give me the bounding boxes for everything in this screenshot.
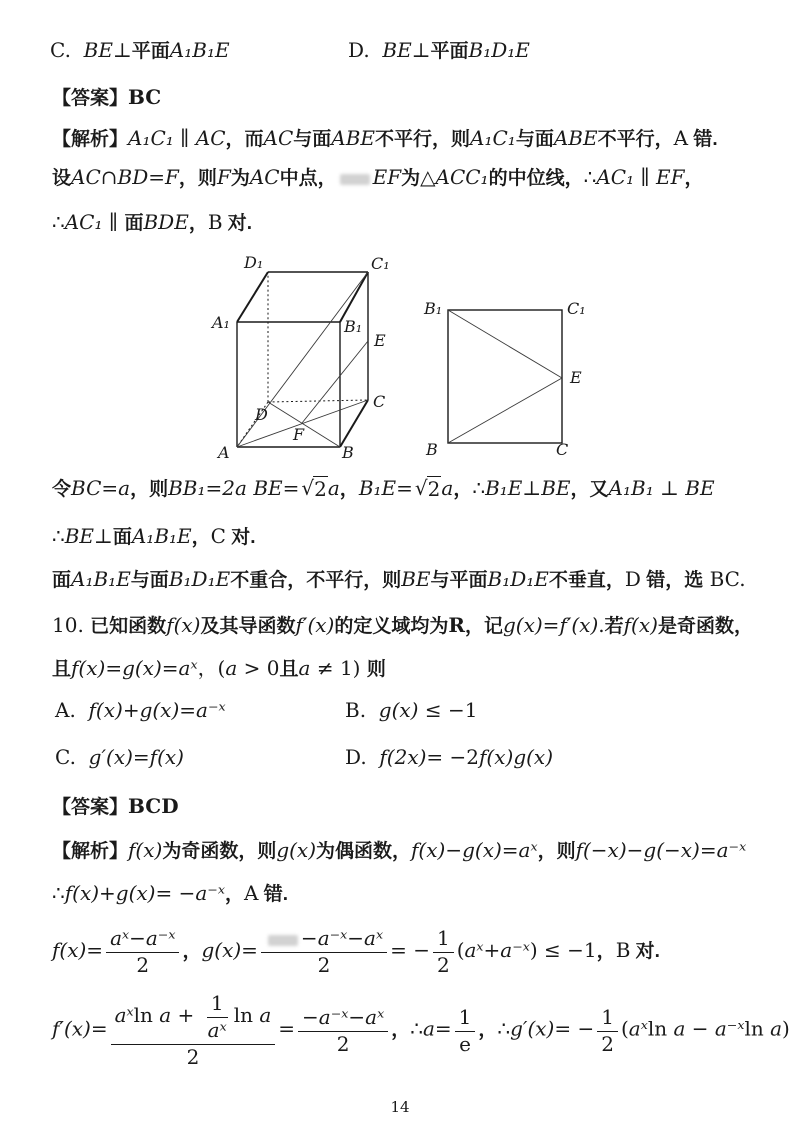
q9-line-c-correct: ∴BE⊥面A₁B₁E，C 对. <box>52 524 256 548</box>
q10-option-a: A. f(x)+g(x)=a⁻ˣ <box>55 698 226 722</box>
q9-line-d-wrong: 面A₁B₁E与面B₁D₁E不重合，不平行，则BE与平面B₁D₁E不垂直，D 错，选 BC. <box>52 567 746 591</box>
q10-option-b: B. g(x) ≤ −1 <box>345 698 478 722</box>
q10-answer: 【答案】BCD <box>52 794 179 818</box>
figure-cuboid <box>210 253 390 462</box>
vertex-label-a1: A₁ <box>212 313 230 332</box>
vertex-label-c: C <box>556 440 569 459</box>
vertex-label-e: E <box>570 368 582 387</box>
vertex-label-d1: D₁ <box>244 253 264 272</box>
q10-analysis-line-3: f(x)= $\frac{\text{aˣ−a⁻ˣ}}{2}$ ，g(x)= $\frac{\text{−a⁻ˣ−aˣ}}{2}$ = − $\frac{1}{2}$ (aˣ+a⁻ˣ) ≤ −1，B 对. <box>52 925 660 977</box>
q9-answer: 【答案】BC <box>52 85 162 109</box>
vertex-label-a: A <box>218 443 230 462</box>
q9-line-bc: 令BC=a，则BB₁=2a BE= √ 2 a，B₁E= √ 2 a，∴B₁E⊥BE，又A₁B₁ ⊥ BE <box>52 476 715 501</box>
vertex-label-c1: C₁ <box>567 299 586 318</box>
vertex-label-b: B <box>342 443 354 462</box>
q9-analysis-line-1: 【解析】A₁C₁ ∥ AC，而AC与面ABE不平行，则A₁C₁与面ABE不平行，A 错. <box>52 126 718 150</box>
q9-option-d: D. BE⊥平面B₁D₁E <box>348 38 530 62</box>
q10-stem-line-1: 10. 已知函数f(x)及其导函数f′(x)的定义域均为R，记g(x)=f′(x).若f(x)是奇函数， <box>52 613 753 637</box>
q10-option-d: D. f(2x)= −2f(x)g(x) <box>345 745 554 769</box>
q10-stem-line-2: 且f(x)=g(x)=aˣ，(a > 0且a ≠ 1) 则 <box>52 656 386 680</box>
q9-option-c: C. BE⊥平面A₁B₁E <box>50 38 230 62</box>
geometry-figures <box>0 252 800 464</box>
q9-analysis-line-3: ∴AC₁ ∥ 面BDE，B 对. <box>52 210 253 234</box>
q9-analysis-line-2: 设AC∩BD=F，则F为AC中点， EF为△ACC₁的中位线，∴AC₁ ∥ EF， <box>52 165 704 189</box>
square-edges <box>448 310 562 443</box>
q10-analysis-line-4: f′(x)= aˣln a + $\frac{1}{\text{aˣ}}$ ln a 2 = $\frac{\text{−a⁻ˣ−aˣ}}{2}$ ，∴a= $\frac{1}{e}$ ，∴g′(x)= − $\frac{1}{2}$ (aˣln a − a⁻ˣln a) <box>52 991 790 1069</box>
vertex-label-b1: B₁ <box>344 317 363 336</box>
vertex-label-c1: C₁ <box>371 254 390 273</box>
vertex-label-b: B <box>426 440 438 459</box>
page-number: 14 <box>390 1098 410 1116</box>
q10-analysis-line-1: 【解析】f(x)为奇函数，则g(x)为偶函数，f(x)−g(x)=aˣ，则f(−x)−g(−x)=a⁻ˣ <box>52 838 747 862</box>
vertex-label-f: F <box>293 425 305 444</box>
square-construction-lines <box>448 310 562 443</box>
figure-square <box>423 299 586 459</box>
vertex-label-c: C <box>373 392 386 411</box>
vertex-label-e: E <box>374 331 386 350</box>
q10-option-c: C. g′(x)=f(x) <box>55 745 184 769</box>
q10-analysis-line-2: ∴f(x)+g(x)= −a⁻ˣ，A 错. <box>52 881 288 905</box>
vertex-label-d: D <box>255 405 268 424</box>
vertex-label-b1: B₁ <box>424 299 443 318</box>
